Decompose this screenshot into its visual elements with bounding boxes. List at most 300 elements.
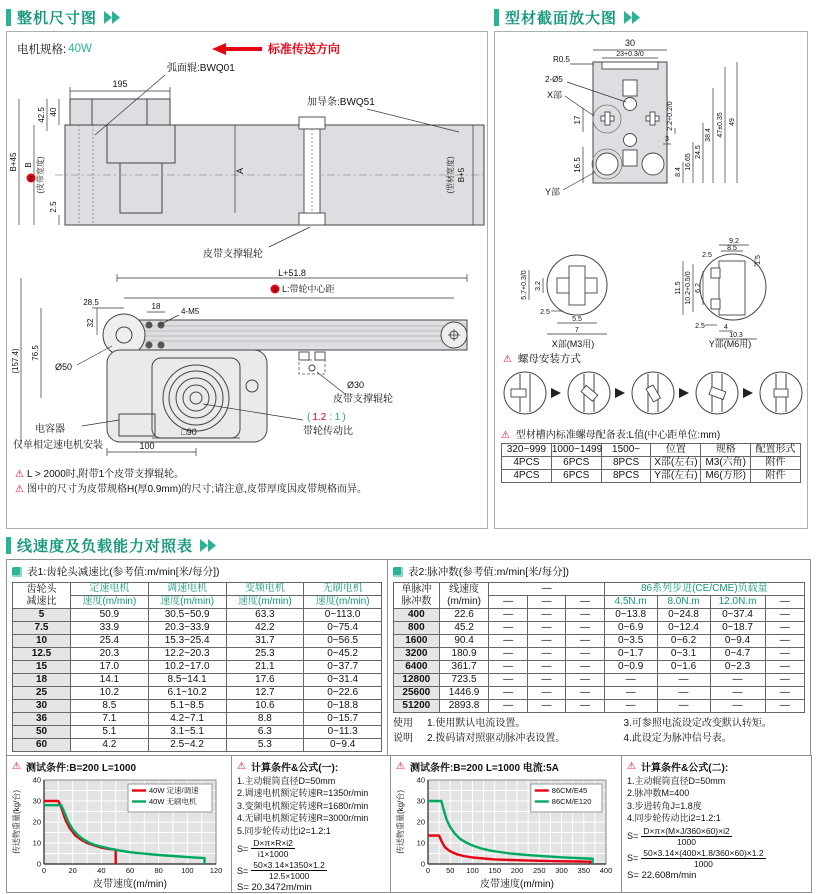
col-header: 1000~1499 [551, 444, 603, 456]
dim-9-2: 9.2 [729, 238, 739, 245]
formula1-title-text: 计算条件&公式(一): [250, 763, 339, 774]
table-cell: 30 [13, 700, 71, 713]
section-title: 型材截面放大图 [505, 9, 618, 27]
table-cell: 0~113.0 [304, 609, 382, 622]
table-cell: 1446.9 [439, 687, 489, 700]
table-cell: — [765, 674, 804, 687]
pulley-center-dist-label: L:带轮中心距 [282, 284, 335, 294]
table-cell: 90.4 [439, 635, 489, 648]
table-cell: 0~3.5 [604, 635, 657, 648]
section-header [6, 534, 814, 556]
usage-note: 1.使用默认电流设置。 [427, 718, 526, 729]
pulse-table-panel [387, 559, 811, 756]
col-header: 调速电机 [148, 583, 226, 596]
formula1-title [237, 759, 385, 774]
conveying-direction [212, 40, 340, 57]
table2-title-row [393, 564, 805, 579]
table-cell: 0~24.8 [657, 609, 710, 622]
s-label: S= [627, 853, 639, 864]
table-cell: — [489, 700, 527, 713]
table-cell: 0~15.7 [304, 713, 382, 726]
table-cell: 0~13.8 [604, 609, 657, 622]
table-header-row [13, 583, 382, 596]
table-title-icon [393, 567, 403, 577]
dim-10-2: 10.2+0.5/0 [685, 271, 692, 305]
nut-step [696, 372, 738, 414]
motor-spec-value: 40W [68, 42, 92, 55]
fraction-numerator: D×π×(M×J/360×60)×i2 [643, 825, 730, 836]
col-subheader: 4.5N.m [604, 596, 657, 609]
table-cell: — [489, 687, 527, 700]
table-cell: 15 [13, 661, 71, 674]
dim-b45: B+45 [9, 152, 18, 172]
col-header: 规格 [701, 444, 751, 457]
table-cell: — [527, 622, 565, 635]
chart2-title [396, 759, 616, 774]
svg-text:40: 40 [32, 775, 41, 785]
load-chart-panel-2 [390, 755, 622, 893]
formula-line: 5.同步轮传动比i2=1.2:1 [237, 825, 331, 836]
table-cell: 2893.8 [439, 700, 489, 713]
table-cell: 723.5 [439, 674, 489, 687]
table-cell: — [566, 687, 604, 700]
fraction-numerator: D×π×R×i2 [253, 838, 293, 849]
table-cell: — [489, 648, 527, 661]
dim-2-5a: 2.5 [702, 252, 712, 259]
svg-text:86CM/E45: 86CM/E45 [551, 786, 588, 795]
dim-l518: L+51.8 [278, 268, 306, 278]
arc-roller-callout: 弧面辊:BWQ01 [167, 63, 235, 74]
table-cell: 7.1 [71, 713, 149, 726]
svg-text:30: 30 [416, 796, 425, 806]
table-cell: — [527, 635, 565, 648]
table-cell: — [710, 687, 765, 700]
cross-section-drawing [495, 32, 805, 232]
svg-text:0: 0 [425, 866, 431, 875]
section-accent-bar [6, 9, 11, 26]
usage-note: 2.拨码请对照驱动脉冲表设置。 [427, 733, 566, 744]
top-view-drawing [7, 57, 485, 263]
table-cell: 10.2~17.0 [148, 661, 226, 674]
table-cell: 8.8 [226, 713, 304, 726]
support-roller-callout: 皮带支撑辊轮 [203, 249, 263, 260]
col-subheader: 速度(m/min) [148, 596, 226, 609]
table-cell: — [765, 687, 804, 700]
table-cell: 2.5~4.2 [148, 739, 226, 752]
capacitor-note: 仅单相定速电机安装 [13, 440, 103, 451]
table-cell: 0~6.2 [657, 635, 710, 648]
dim-16-5: 16.5 [573, 157, 582, 173]
warning-icon: ⚠ [15, 469, 24, 480]
conveyor-beam [117, 320, 467, 350]
table-cell: 33.9 [71, 622, 149, 635]
dim-b5: B+5 [457, 167, 466, 183]
table-cell: 60 [13, 739, 71, 752]
col-header: 配置形式 [751, 444, 801, 457]
formula-fraction [237, 860, 385, 881]
table2-title: 表2:脉冲数(参考值:m/min[米/每分]) [408, 566, 570, 578]
table-cell: 10.2 [71, 687, 149, 700]
guide-bar-callout: 加导条:BWQ51 [307, 97, 375, 108]
table-cell: 0~18.7 [710, 622, 765, 635]
ratio-value: 1.2 [312, 412, 327, 423]
nut-step [760, 372, 802, 414]
table-cell: 400 [394, 609, 440, 622]
table-cell: 8.5 [71, 700, 149, 713]
table-cell: 10 [13, 635, 71, 648]
table-cell: 800 [394, 622, 440, 635]
table-cell: M3(六角) [701, 457, 751, 470]
formula2-title [627, 759, 806, 774]
svg-text:50: 50 [446, 866, 455, 875]
chevron-right-icon [623, 10, 643, 25]
col-header: (m/min) [447, 595, 481, 607]
gearhead-ratio-table [12, 582, 382, 752]
formula-fraction [627, 826, 806, 847]
dim-5-7: 5.7+0.3/0 [521, 270, 528, 300]
formula-line: 3.步进转角J=1.8度 [627, 800, 702, 811]
note-line [15, 482, 479, 497]
svg-text:86CM/E120: 86CM/E120 [551, 797, 592, 806]
nut-step [568, 372, 610, 414]
dim-76-5: 76.5 [31, 345, 40, 361]
table-cell: 5.3 [226, 739, 304, 752]
note-text: 图中的尺寸为皮带规格H(厚0.9mm)的尺寸;请注意,皮带厚度因皮带规格而异。 [26, 484, 367, 495]
svg-text:传送物重量(kg/台): 传送物重量(kg/台) [12, 790, 21, 854]
table-cell: 0~0.9 [604, 661, 657, 674]
dim-2-5: 2.5 [49, 201, 58, 213]
svg-text:100: 100 [181, 866, 194, 875]
table-cell: — [489, 635, 527, 648]
table-row [13, 739, 382, 752]
table-cell: 4.2 [71, 739, 149, 752]
table-cell: 25 [13, 687, 71, 700]
table1-title: 表1:齿轮头减速比(参考值:m/min[米/每分]) [27, 566, 220, 578]
left-arrow-bar [224, 47, 262, 51]
table-cell: 12.2~20.3 [148, 648, 226, 661]
table-cell: 8PCS [601, 457, 651, 470]
table-cell: 4PCS [502, 470, 552, 483]
table-cell: 25.3 [226, 648, 304, 661]
table-row [13, 713, 382, 726]
svg-text:40: 40 [97, 866, 106, 875]
dim-32: 32 [86, 318, 95, 328]
dim-b: B [24, 162, 33, 168]
chart-svg [12, 775, 224, 889]
support-roller-label: 皮带支撑辊轮 [333, 394, 393, 405]
warning-icon: ⚠ [396, 761, 405, 772]
formula-line: 4.同步轮传动比i2=1.2:1 [627, 813, 721, 824]
table-cell: 42.2 [226, 622, 304, 635]
note-line [15, 467, 479, 482]
arrow-right-icon [551, 388, 561, 398]
load-chart-panel-1 [6, 755, 232, 893]
table-row [13, 648, 382, 661]
table-cell: 0~45.2 [304, 648, 382, 661]
arrow-right-icon [743, 388, 753, 398]
ratio-rest: : 1 [329, 412, 341, 423]
table-cell: 12.5 [13, 648, 71, 661]
col-group-header: 86系列步进(CE/CME)负载量 [604, 583, 804, 596]
table-cell: — [527, 687, 565, 700]
formula-line: 3.变频电机额定转速R=1680r/min [237, 800, 369, 811]
table-cell: 4.2~7.1 [148, 713, 226, 726]
table-row [394, 661, 805, 674]
dim-dia50: Ø50 [55, 362, 73, 372]
table-row [502, 470, 801, 483]
section-header [6, 6, 488, 28]
table-row [394, 622, 805, 635]
table-row [13, 674, 382, 687]
table-cell: — [489, 609, 527, 622]
col-header: 1500~ [601, 444, 651, 457]
pulse-count-table [393, 582, 805, 713]
table-cell: — [527, 700, 565, 713]
dim-42-5: 42.5 [37, 107, 46, 123]
table-cell: 0~37.4 [710, 609, 765, 622]
chart-svg [396, 775, 614, 889]
formula-line: 1.主动辊筒直径D=50mm [237, 776, 336, 786]
table-cell: 0~6.9 [604, 622, 657, 635]
fraction-denominator: 1000 [693, 858, 713, 869]
table-cell: 6PCS [551, 457, 601, 470]
dim-30: 30 [624, 38, 636, 48]
table-row [13, 635, 382, 648]
arrow-right-icon [615, 388, 625, 398]
chart1-title [12, 759, 226, 774]
svg-text:10: 10 [416, 838, 425, 848]
formula-line: 1.主动辊筒直径D=50mm [627, 776, 726, 786]
col-header: 脉冲数 [401, 595, 432, 607]
fraction-denominator: 1000 [677, 836, 696, 847]
table-cell: 10.6 [226, 700, 304, 713]
s-label: S= [627, 831, 639, 842]
table-cell: — [489, 622, 527, 635]
table-cell: — [765, 609, 804, 622]
table-cell: 14.1 [71, 674, 149, 687]
table-cell: 6PCS [551, 470, 601, 483]
y-slot-detail-drawing [645, 237, 805, 349]
table-cell: Y部(左右) [651, 470, 701, 483]
capacitor-label: 电容器 [35, 424, 65, 435]
belt-width-label: (皮带宽度) [36, 156, 45, 194]
section-accent-bar [494, 9, 499, 26]
table-cell: — [765, 648, 804, 661]
col-header: 变频电机 [226, 583, 304, 596]
x-detail-caption: X部(M3用) [551, 339, 595, 349]
fraction-denominator: 12.5×1000 [268, 871, 310, 882]
table-cell: 0~4.7 [710, 648, 765, 661]
svg-text:20: 20 [32, 817, 41, 827]
table-cell: — [566, 609, 604, 622]
table-cell: — [604, 687, 657, 700]
dim-10-3: 10.3 [729, 332, 743, 339]
overall-dimension-section [6, 6, 488, 529]
section-title: 整机尺寸图 [17, 9, 98, 27]
table-cell: 0~75.4 [304, 622, 382, 635]
svg-text:20: 20 [68, 866, 77, 875]
usage-note: 3.可参照电流设定改变默认转矩。 [623, 718, 772, 729]
col-subheader: 速度(m/min) [71, 596, 149, 609]
col-header: 单脉冲 [401, 583, 432, 595]
section-header [494, 6, 808, 28]
warning-icon: ⚠ [12, 761, 21, 772]
formula-result: S= 20.3472m/min [237, 882, 312, 894]
svg-text:100: 100 [466, 866, 479, 875]
col-header: 减速比 [26, 595, 57, 607]
dim-11-5: 11.5 [675, 281, 682, 295]
table-cell: — [527, 648, 565, 661]
col-subheader: — [489, 596, 527, 609]
warning-icon: ⚠ [237, 761, 246, 772]
svg-text:20: 20 [416, 817, 425, 827]
table-row [394, 635, 805, 648]
svg-text:30: 30 [32, 796, 41, 806]
svg-text:0: 0 [41, 866, 47, 875]
slot-details-row [495, 237, 807, 349]
table-header-row [502, 444, 801, 457]
table-cell: 7.5 [13, 622, 71, 635]
dim-r05: R0.5 [553, 55, 570, 64]
table-cell: — [566, 622, 604, 635]
dim-8-5: 8.5 [727, 245, 737, 252]
svg-text:120: 120 [209, 866, 223, 875]
y-part-label: Y部 [545, 187, 561, 197]
table-cell: — [489, 674, 527, 687]
dim-4m5: 4-M5 [181, 307, 200, 316]
svg-text:皮带速度(m/min): 皮带速度(m/min) [93, 879, 167, 889]
dim-23: 23+0.3/0 [616, 51, 644, 58]
col-header: 位置 [651, 444, 701, 457]
svg-text:皮带速度(m/min): 皮带速度(m/min) [480, 879, 554, 889]
dim-a: A [235, 167, 245, 175]
table-cell: 21.1 [226, 661, 304, 674]
col-subheader: — [527, 596, 565, 609]
table-row [13, 726, 382, 739]
svg-text:350: 350 [577, 866, 591, 875]
table-cell: 0~1.6 [657, 661, 710, 674]
drawing-notes [7, 465, 487, 499]
table-cell: — [566, 635, 604, 648]
dim-90: □90 [181, 427, 197, 437]
dim-1-5: 1.5 [755, 255, 762, 265]
fraction-numerator: 50×3.14×1350×1.2 [253, 860, 325, 871]
table-cell: 12.7 [226, 687, 304, 700]
dim-5-5: 5.5 [572, 316, 582, 323]
svg-text:250: 250 [532, 866, 546, 875]
table-cell: 0~31.4 [304, 674, 382, 687]
warning-icon: ⚠ [503, 354, 512, 365]
table-cell: — [604, 674, 657, 687]
arrow-right-icon [679, 388, 689, 398]
table-cell: — [527, 609, 565, 622]
col-group-header: — [489, 583, 604, 596]
col-header: 齿轮头 [26, 583, 57, 595]
table-cell: 15.3~25.4 [148, 635, 226, 648]
profile-width-label: (型材宽度) [446, 156, 455, 194]
svg-text:40W 定速/调速: 40W 定速/调速 [149, 786, 199, 795]
table-cell: 17.6 [226, 674, 304, 687]
formula-line: 2.脉冲数M=400 [627, 788, 690, 799]
table-cell: 22.6 [439, 609, 489, 622]
s-label: S= [237, 843, 249, 854]
table-row [394, 700, 805, 713]
table-cell: 25600 [394, 687, 440, 700]
table-cell: 附件 [751, 470, 801, 483]
table-row [502, 457, 801, 470]
dim-38-4: 38.4 [705, 128, 712, 142]
dim-157: (157.4) [11, 348, 20, 374]
end-pulley [441, 322, 467, 348]
dim-3: 3 [665, 136, 669, 143]
svg-text:10: 10 [32, 838, 41, 848]
usage-label: 说明 [393, 733, 413, 744]
svg-text:400: 400 [599, 866, 613, 875]
table-cell: — [527, 674, 565, 687]
formula-line: 4.无刷电机额定转速R=3000r/min [237, 813, 369, 824]
x-slot-detail-drawing [495, 237, 645, 349]
table-cell: — [527, 661, 565, 674]
table-row [394, 609, 805, 622]
dim-2dia5: 2-Ø5 [545, 75, 563, 84]
table-cell: 30.5~50.9 [148, 609, 226, 622]
y-detail-caption: Y部(M6用) [708, 339, 752, 349]
table-title-icon [12, 567, 22, 577]
col-subheader: 速度(m/min) [304, 596, 382, 609]
dim-18: 18 [151, 302, 161, 311]
table-cell: 附件 [751, 457, 801, 470]
dim-2-5: 2.5 [540, 309, 550, 316]
note-text: L > 2000时,附带1个皮带支撑辊轮。 [26, 469, 185, 480]
table-cell: 5.1~8.5 [148, 700, 226, 713]
dim-4: 4 [724, 324, 728, 331]
chart2-title-text: 测试条件:B=200 L=1000 电流:5A [409, 763, 559, 774]
dim-47: 47±0.35 [717, 112, 724, 138]
formula-fraction [237, 838, 385, 859]
nut-install-steps-drawing [497, 368, 807, 418]
col-subheader: — [765, 596, 804, 609]
col-header: 线速度 [449, 583, 480, 595]
table-cell: — [657, 674, 710, 687]
formula-fraction [627, 848, 806, 869]
table-cell: — [566, 648, 604, 661]
svg-text:150: 150 [488, 866, 502, 875]
svg-text:60: 60 [125, 866, 135, 875]
svg-text:80: 80 [154, 866, 163, 875]
svg-text:传送物重量(kg/台): 传送物重量(kg/台) [396, 790, 405, 854]
dim-49: 49 [729, 118, 736, 126]
dim-17: 17 [573, 115, 582, 125]
formula2-title-text: 计算条件&公式(二): [640, 763, 729, 774]
fraction-numerator: 50×3.14×(400×1.8/360×60)×1.2 [643, 847, 764, 858]
col-header: 320~999 [502, 444, 552, 457]
table-cell: — [489, 661, 527, 674]
dim-24-5: 24.5 [695, 145, 702, 159]
table-cell: 31.7 [226, 635, 304, 648]
warning-icon: ⚠ [501, 430, 510, 441]
table-row [394, 674, 805, 687]
table-cell: — [765, 661, 804, 674]
table-cell: 25.4 [71, 635, 149, 648]
table-row [13, 700, 382, 713]
motor-spec-label: 电机规格: [17, 43, 67, 56]
load-chart-2 [396, 775, 616, 894]
section-accent-bar [6, 537, 11, 554]
table-cell: 0~2.3 [710, 661, 765, 674]
formula-result: S= 22.608m/min [627, 869, 697, 881]
table-cell: 6.3 [226, 726, 304, 739]
warning-icon: ⚠ [627, 761, 636, 772]
